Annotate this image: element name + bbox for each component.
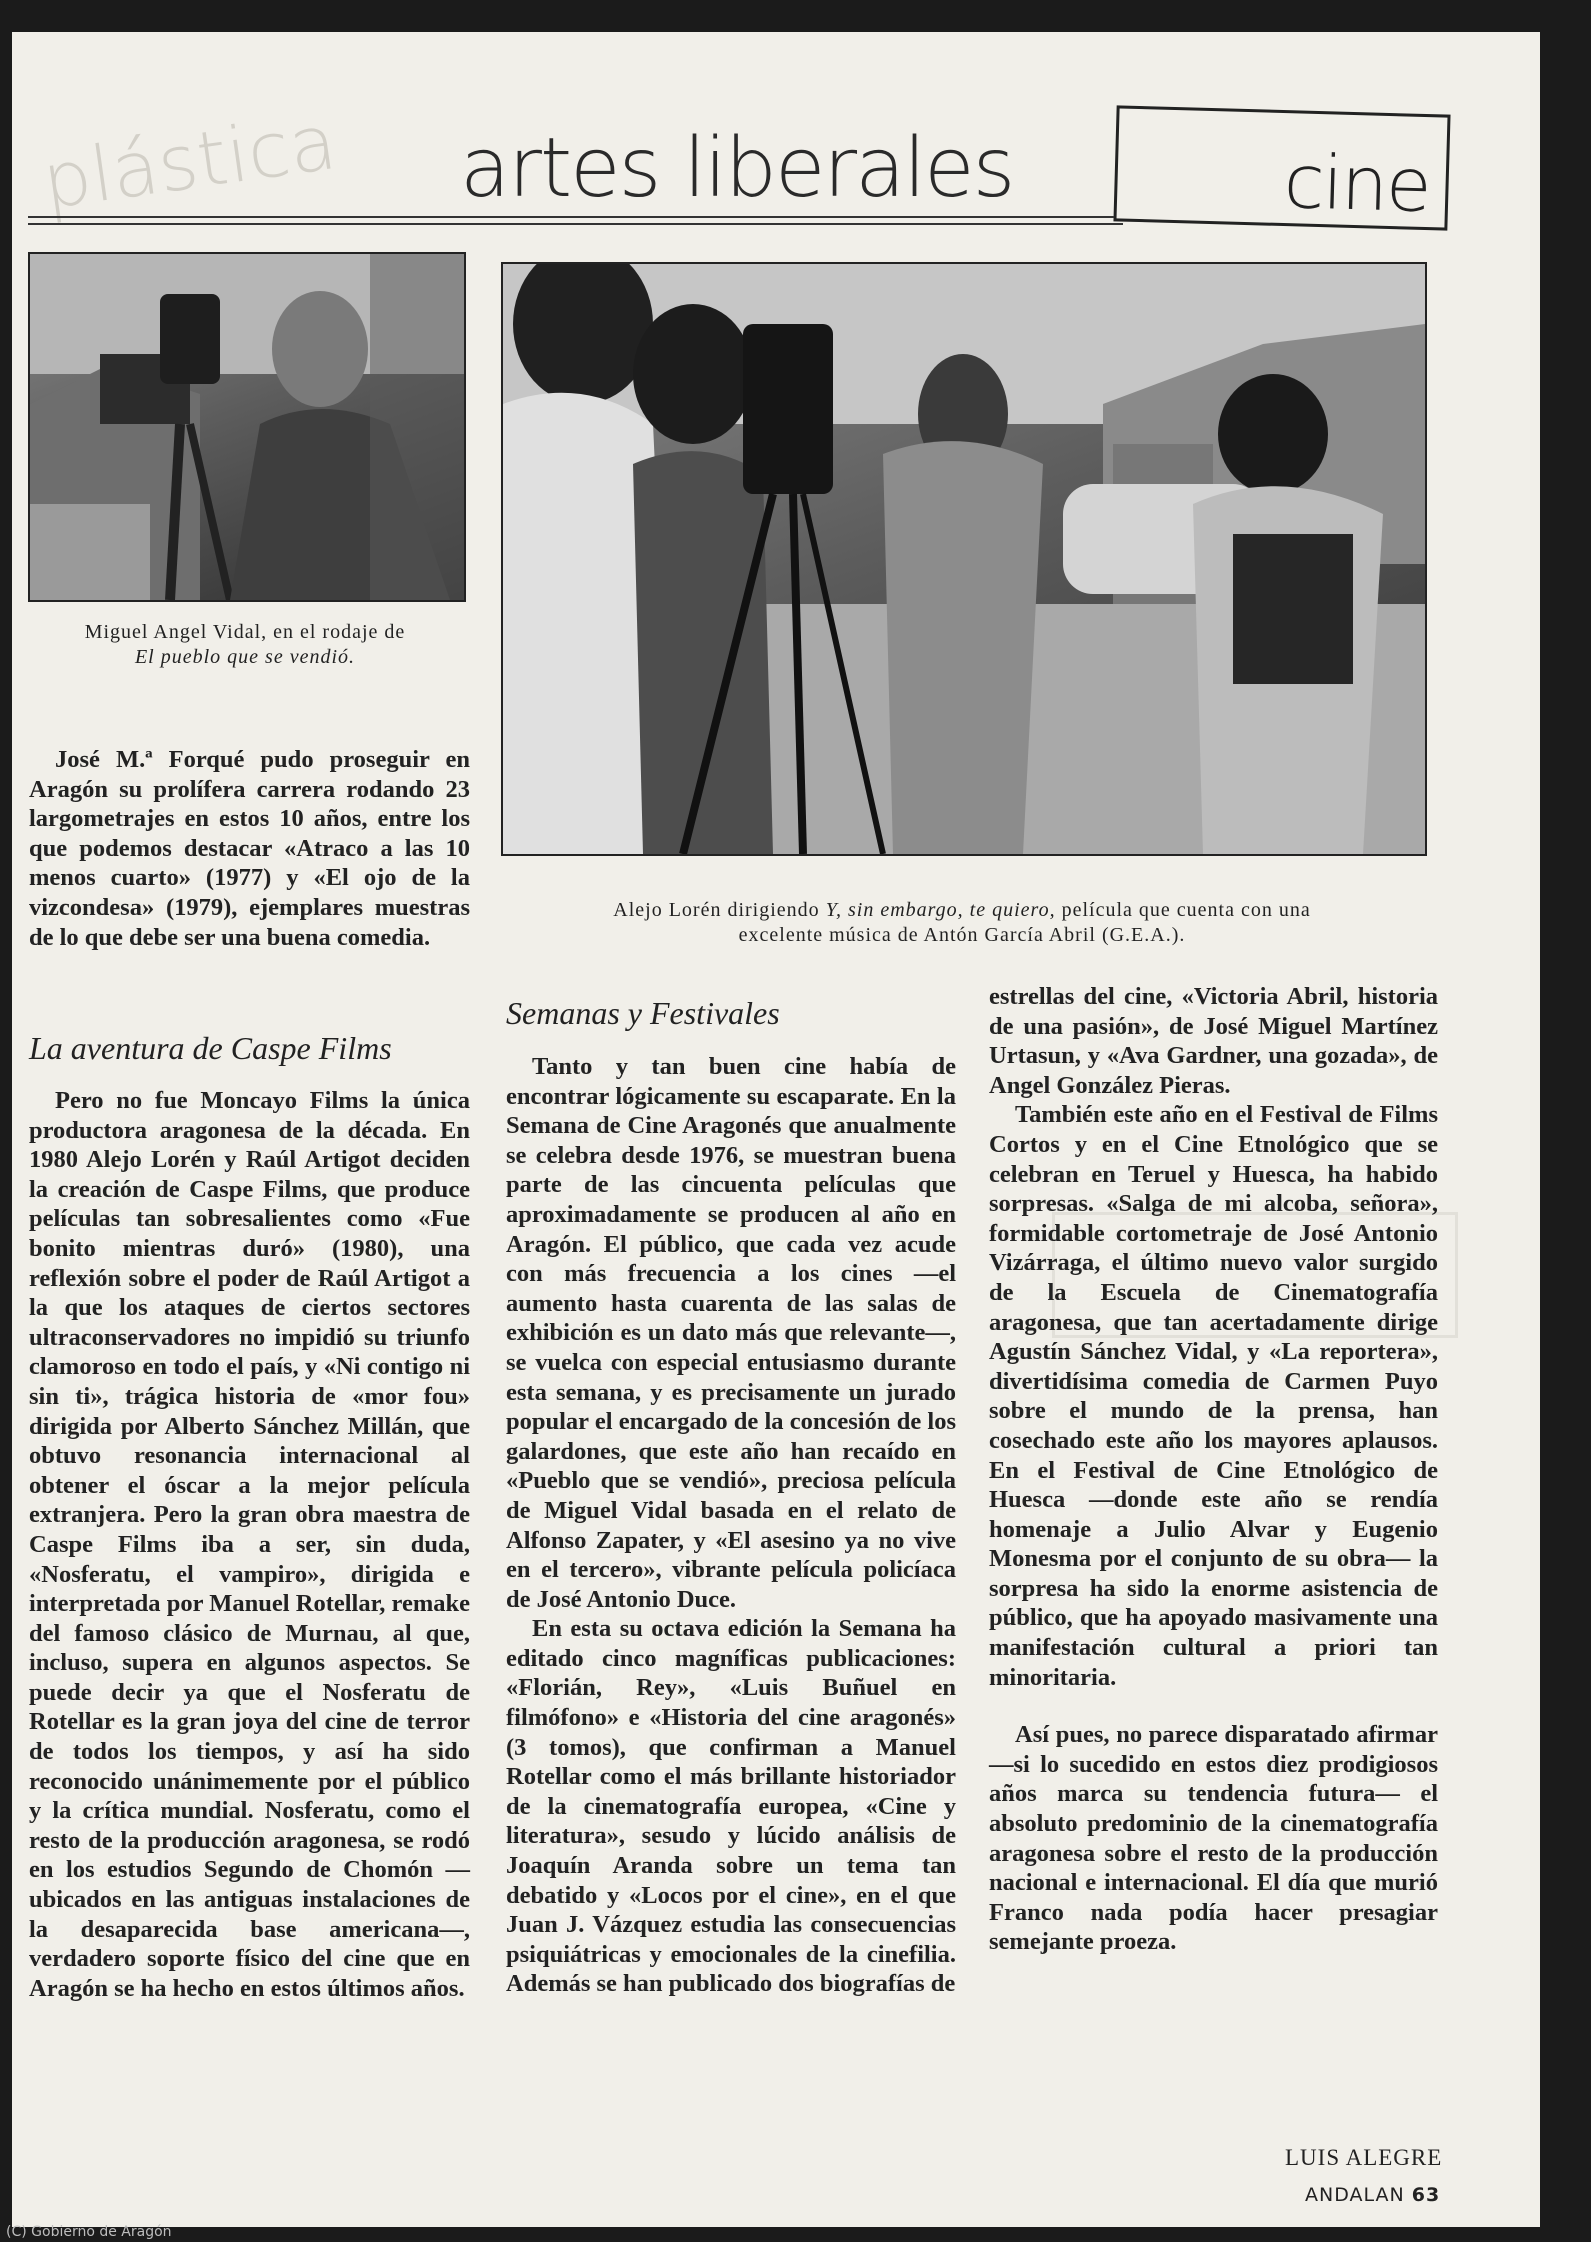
- column-3-body: [989, 982, 1438, 1957]
- section-tag-box: [1113, 105, 1450, 230]
- photo-illustration: [30, 254, 464, 600]
- right-photo-caption: [501, 898, 1423, 948]
- left-caption-line2: El pueblo que se vendió.: [134, 646, 356, 668]
- photo-alejo-loren-filming: [501, 262, 1427, 856]
- conclusion-paragraph: Así pues, no parece disparatado afirmar —si lo sucedido en estos diez prodigiosos años marca su tendencia futura— el absoluto predominio de la cinematografía aragonesa sobre el resto de la producción nacional e internacional. El día que murió Franco nada podía hacer presagiar semejante proeza.: [989, 1721, 1438, 1956]
- column-1-intro: [29, 745, 470, 952]
- left-photo-caption: [28, 620, 462, 670]
- section-tag: cine: [1282, 139, 1431, 230]
- right-caption-line1: Alejo Lorén dirigiendo Y, sin embargo, te quiero, película que cuenta con una: [613, 899, 1311, 921]
- subhead-caspe-films: La aventura de Caspe Films: [29, 1030, 392, 1066]
- column-1-body: [29, 1086, 470, 2003]
- photo-miguel-angel-vidal: [28, 252, 466, 602]
- column-2-body: [506, 1052, 956, 1999]
- left-caption-line1: Miguel Angel Vidal, en el rodaje de: [84, 621, 406, 643]
- festivales-paragraph: También este año en el Festival de Films Cortos y en el Cine Etnológico que se celebran en Teruel y Huesca, ha habido sorpresas. «Salga de mi alcoba, señora», formidable cortometraje de José Antonio Vizárraga, el último nuevo valor surgido de la Escuela de Cinematografía aragonesa, que tan acertadamente dirige Agustín Sánchez Vidal, y «La reportera», divertidísima comedia de Carmen Puyo sobre el mundo de la prensa, han cosechado este año los mayores aplausos. En el Festival de Cine Etnológico de Huesca —donde este año se rendía homenaje a Julio Alvar y Eugenio Monesma por el conjunto de su obra— la sorpresa ha sido la enorme asistencia de público, que ha apoyado masivamente una manifestación cultural a priori tan minoritaria.: [989, 1101, 1438, 1691]
- magazine-name: ANDALAN: [1305, 2184, 1405, 2206]
- semanas-paragraph-2: En esta su octava edición la Semana ha editado cinco magníficas publicaciones: «Florián, Rey», «Luis Buñuel en filmófono» e «Historia del cine aragonés» (3 tomos), que confirman a Manuel Rotellar como el más brillante historiador de la cinematografía europea, «Cine y literatura», sesudo y lúcido análisis de Joaquín Aranda sobre un tema tan debatido y «Locos por el cine», en el que Juan J. Vázquez estudia las consecuencias psiquiátricas y emocionales de la cinefilia. Además se han publicado dos biografías de: [506, 1615, 956, 1998]
- page-footer: [1305, 2184, 1440, 2206]
- header-rule-bottom: [28, 223, 1123, 225]
- caspe-films-paragraph: Pero no fue Moncayo Films la única productora aragonesa de la década. En 1980 Alejo Lorén y Raúl Artigot deciden la creación de Caspe Films, que produce películas tan sobresalientes como «Fue bonito mientras duró» (1980), una reflexión sobre el poder de Raúl Artigot a la que los ataques de ciertos sectores ultraconservadores no impidió su triunfo clamoroso en todo el país, y «Ni contigo ni sin ti», trágica historia de «mor fou» dirigida por Alberto Sánchez Millán, que obtuvo resonancia internacional al obtener el óscar a la mejor película extranjera. Pero la gran obra maestra de Caspe Films iba a ser, sin duda, «Nosferatu, el vampiro», dirigida e interpretada por Manuel Rotellar, remake del famoso clásico de Murnau, al que, incluso, supera en algunos aspectos. Se puede decir ya que el Nosferatu de Rotellar es la gran joya del cine de terror de todos los tiempos, y así ha sido reconocido unánimemente por el público y la crítica mundial. Nosferatu, como el resto de la producción aragonesa, se rodó en los estudios Segundo de Chomón —ubicados en las antiguas instalaciones de la desaparecida base americana—, verdadero soporte físico del cine que en Aragón se ha hecho en estos últimos años.: [29, 1087, 470, 2002]
- subhead-semanas-festivales: Semanas y Festivales: [506, 995, 780, 1031]
- column-3-continuation: estrellas del cine, «Victoria Abril, historia de una pasión», de José Miguel Martínez Urtasun, y «Ava Gardner, una gozada», de Angel González Pieras.: [989, 983, 1438, 1099]
- right-caption-line2: excelente música de Antón García Abril (G.E.A.).: [738, 924, 1186, 946]
- section-title: artes liberales: [460, 121, 1014, 216]
- photo-illustration: [503, 264, 1425, 854]
- header-rule-top: [28, 216, 1123, 218]
- copyright-note: (C) Gobierno de Aragón: [6, 2224, 172, 2240]
- semanas-paragraph-1: Tanto y tan buen cine había de encontrar lógicamente su escaparate. En la Semana de Cine Aragonés que anualmente se celebra desde 1976, se muestran buena parte de las cincuenta películas que aproximadamente se producen al año en Aragón. El público, que cada vez acude con más frecuencia a los cines —el aumento hasta cuarenta de las salas de exhibición es un dato más que relevante—, se vuelca con especial entusiasmo durante esta semana, y es precisamente un jurado popular el encargado de la concesión de los galardones, que este año han recaído en «Pueblo que se vendió», preciosa película de Miguel Vidal basada en el relato de Alfonso Zapater, y «El asesino ya no vive en el tercero», vibrante película policíaca de José Antonio Duce.: [506, 1053, 956, 1613]
- article-author: LUIS ALEGRE: [1285, 2145, 1443, 2170]
- magazine-page: [12, 32, 1540, 2227]
- ghost-plastica-text: plástica: [37, 96, 342, 227]
- intro-paragraph: José M.ª Forqué pudo proseguir en Aragón su prolífera carrera rodando 23 largometrajes en estos 10 años, entre los que podemos destacar «Atraco a las 10 menos cuarto» (1977) y «El ojo de la vizcondesa» (1979), ejemplares muestras de lo que debe ser una buena comedia.: [29, 746, 470, 951]
- page-number: 63: [1411, 2184, 1441, 2206]
